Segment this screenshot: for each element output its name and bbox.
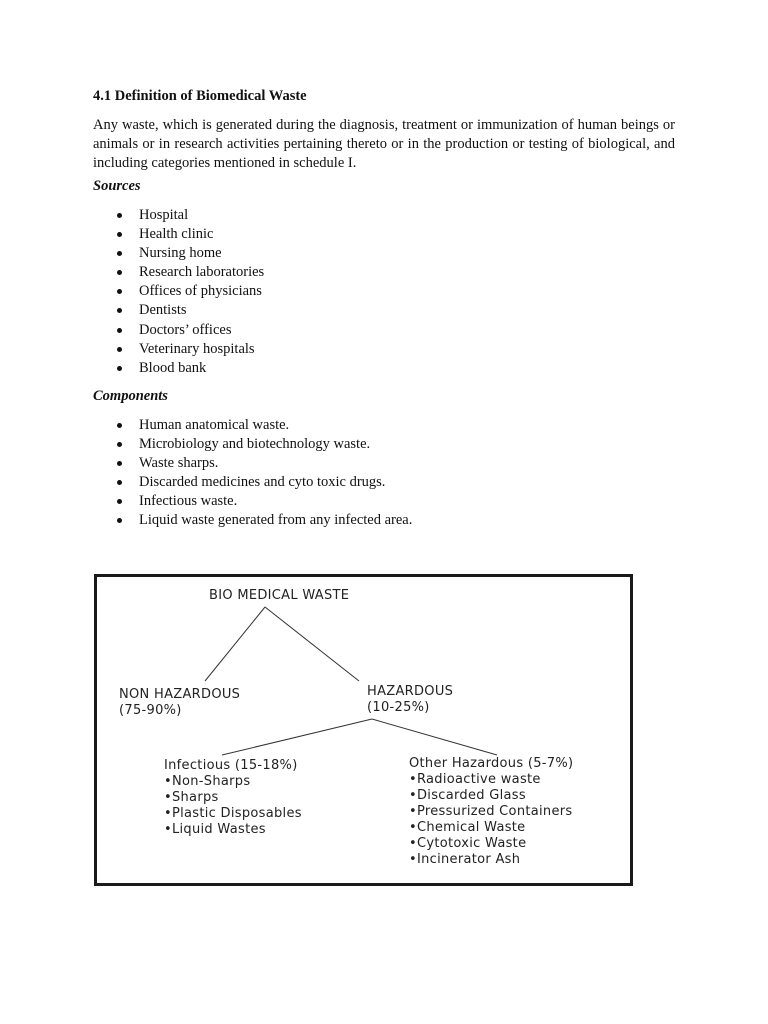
list-item: Health clinic — [93, 225, 264, 244]
list-item: Dentists — [93, 301, 264, 320]
section-heading: 4.1 Definition of Biomedical Waste — [93, 88, 307, 104]
components-heading: Components — [93, 388, 168, 404]
infectious-item: •Liquid Wastes — [164, 822, 266, 837]
infectious-item: •Sharps — [164, 790, 219, 805]
infectious-item: •Non-Sharps — [164, 774, 251, 789]
non-hazardous-percent: (75-90%) — [119, 703, 182, 718]
other-hazardous-item: •Cytotoxic Waste — [409, 836, 527, 851]
diagram-canvas — [97, 577, 630, 883]
list-item: Human anatomical waste. — [93, 416, 412, 435]
sources-heading: Sources — [93, 178, 141, 194]
infectious-item: •Plastic Disposables — [164, 806, 302, 821]
list-item: Veterinary hospitals — [93, 340, 264, 359]
non-hazardous-label: NON HAZARDOUS — [119, 687, 241, 702]
list-item: Waste sharps. — [93, 454, 412, 473]
list-item: Hospital — [93, 206, 264, 225]
list-item: Microbiology and biotechnology waste. — [93, 435, 412, 454]
hazardous-percent: (10-25%) — [367, 700, 430, 715]
other-hazardous-item: •Chemical Waste — [409, 820, 526, 835]
other-hazardous-item: •Incinerator Ash — [409, 852, 521, 867]
other-hazardous-item: •Radioactive waste — [409, 772, 541, 787]
list-item: Discarded medicines and cyto toxic drugs. — [93, 473, 412, 492]
list-item: Liquid waste generated from any infected area. — [93, 511, 412, 530]
connector-line — [205, 607, 265, 681]
sources-list — [93, 206, 264, 378]
definition-paragraph: Any waste, which is generated during the diagnosis, treatment or immunization of human beings or animals or in research activities pertaining thereto or in the production or testing of biological, and including categories mentioned in schedule I. — [93, 117, 675, 171]
other-hazardous-item: •Discarded Glass — [409, 788, 526, 803]
other-hazardous-title: Other Hazardous (5-7%) — [409, 756, 574, 771]
list-item: Blood bank — [93, 359, 264, 378]
hazardous-label: HAZARDOUS — [367, 684, 454, 699]
list-item: Doctors’ offices — [93, 321, 264, 340]
components-list — [93, 416, 412, 531]
connector-line — [372, 719, 497, 755]
infectious-title: Infectious (15-18%) — [164, 758, 298, 773]
list-item: Infectious waste. — [93, 492, 412, 511]
connector-line — [265, 607, 359, 681]
list-item: Nursing home — [93, 244, 264, 263]
other-hazardous-item: •Pressurized Containers — [409, 804, 573, 819]
biomedical-waste-diagram — [94, 574, 633, 886]
list-item: Research laboratories — [93, 263, 264, 282]
connector-line — [222, 719, 372, 755]
list-item: Offices of physicians — [93, 282, 264, 301]
root-node-label: BIO MEDICAL WASTE — [209, 588, 350, 603]
